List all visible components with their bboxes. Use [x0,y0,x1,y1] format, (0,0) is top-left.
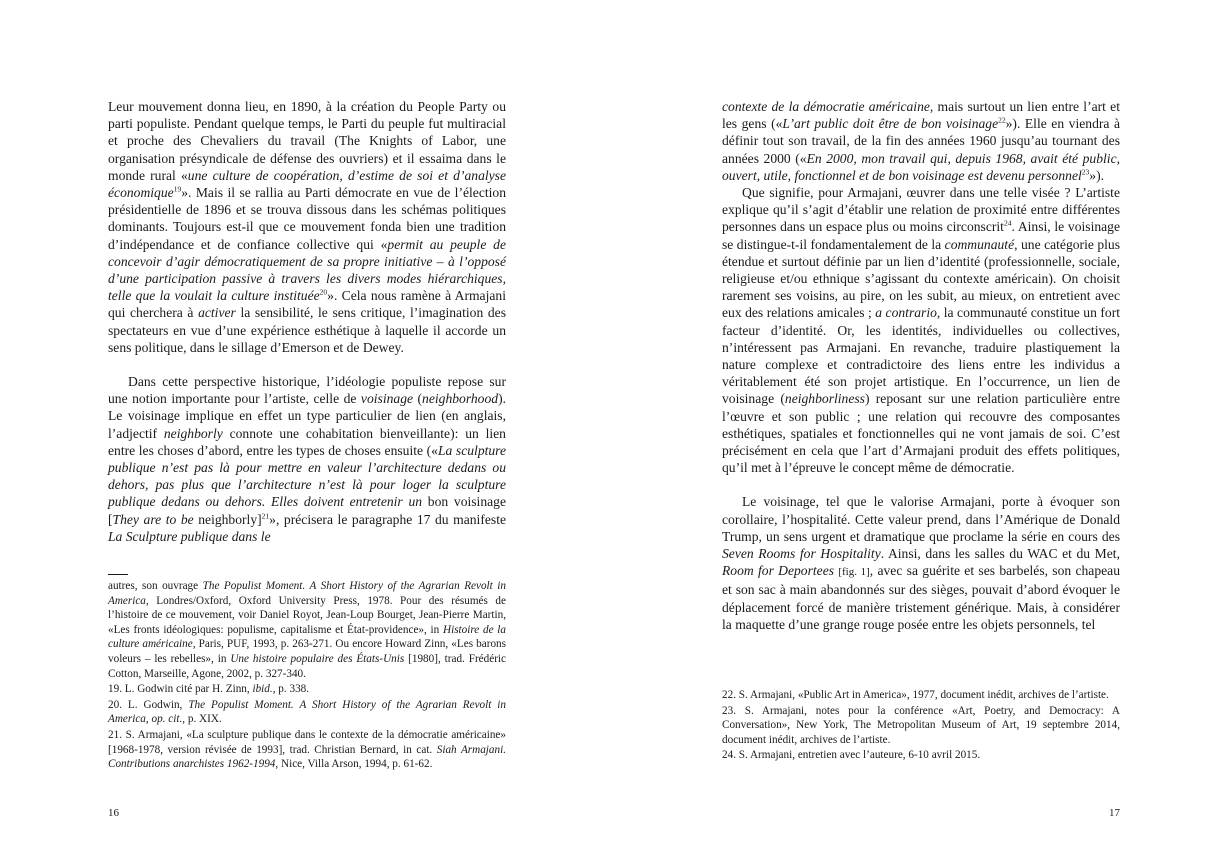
title-italic: ibid. [252,683,273,696]
text-run: neighborly] [198,511,262,527]
emphasis-italic: activer [198,305,236,321]
text-run: ». Cela nous ramène à Armajani qui cherchera à [108,288,506,321]
footnote-24: 24. S. Armajani, entretien avec l’auteure, 6-10 avril 2015. [722,749,981,762]
title-italic: Histoire de la culture américaine [108,623,507,651]
emphasis-italic: neighborliness [784,391,865,407]
footnote-rule [108,574,128,575]
footnote-ref-21: 21 [261,511,270,521]
title-italic: contexte de la démocratie américaine [722,99,930,114]
paragraph [722,493,1120,633]
text-run: , [145,713,149,726]
text-run: , Paris, PUF, 1993, p. 263-271. Ou encore Howard Zinn, «Les barons voleurs – les rebelles», in [108,638,506,665]
text-run: ( [417,391,423,407]
quote-italic: permit au peuple de concevoir d’agir démocratiquement de sa propre initiative – à l’opposé d’une participation passive à travers les divers modes hiérarchiques, telle que la voulait la culture instituée [108,236,506,304]
footnote-ref-20: 20 [319,287,328,297]
text-run: , p. 338. [272,683,310,696]
text-run: . Ainsi, le voisinage se distingue-t-il fondamentalement de la [722,219,1121,252]
text-run: ». Mais il se rallia au Parti démocrate en vue de l’élection présidentielle de 1896 et se trouva dissous dans les schémas politiques dominants. Toujours est-il que ce mouvement fonda bien une tradition d’indépendance et de confiance collective qui « [108,185,506,252]
text-run: bon voisinage [ [108,494,506,527]
figure-reference: [fig. 1] [838,566,870,579]
quote-italic: La sculpture publique n’est pas là pour mettre en valeur l’architecture dedans ou dehors, pas plus que l’architecture n’est là pour loger la sculpture publique dedans ou dehors. Elles doivent entretenir un [108,442,507,510]
text-run: 19. L. Godwin cité par H. Zinn, [108,683,250,696]
text-run: , la communauté constitue un fort facteur d’identité. Or, les identités, individuelles ou collectives, n’intéressent pas Armajani. En revanche, traduire plastiquement la nature complexe et contradictoire des liens entre les individus a véritablement été son projet artistique. En l’occurrence, un lien de voisinage ( [722,305,1120,407]
left-footnotes [108,574,506,773]
right-page [722,0,1120,866]
text-run: ). Le voisinage implique en effet un type particulier de lien (en anglais, l’adjectif [108,391,507,441]
title-italic: Siah Armajani. Contributions anarchistes 1962-1994 [108,743,507,771]
text-run: Leur mouvement donna lieu, en 1890, à la création du People Party ou parti populiste. Pendant quelque temps, le Parti du peuple fut multiracial et proche des Chevaliers du travail (The Knights of Labor, une organisation présyndicale de défense des ouvriers) et il essaima dans le monde rural « [108,99,506,183]
emphasis-italic: neighborhood [422,391,499,407]
right-body-text [722,98,1120,633]
text-run: connote une cohabitation bienveillante): un lien entre les choses d’abord, entre les types de choses ensuite (« [108,425,506,458]
quote-italic: une culture de coopération, d’estime de soi et d’analyse économique [108,167,506,201]
right-footnotes [722,688,1120,764]
text-run: , p. XIX. [182,713,222,726]
title-italic: The Populist Moment. A Short History of the Agrarian Revolt in America [108,698,506,726]
left-body-text [108,98,506,545]
page-number: 17 [1109,807,1120,819]
title-italic: op. cit. [151,713,183,726]
text-run: Que signifie, pour Armajani, œuvrer dans une telle visée ? L’artiste explique qu’il s’agit d’établir une relation de proximité entre différentes personnes dans un espace plus ou moins circonscrit [722,185,1120,235]
paragraph [108,373,506,545]
emphasis-italic: neighborly [163,425,223,441]
emphasis-italic: La Sculpture publique dans le [108,528,271,544]
text-run: , Nice, Villa Arson, 1994, p. 61-62. [275,758,433,771]
left-page [108,0,506,866]
text-run: Le voisinage, tel que le valorise Armajani, porte à évoquer son corollaire, l’hospitalité. Cette valeur prend, dans l’Amérique de Donald Trump, un sens urgent et dramatique que proclame la série en cours des [722,494,1120,544]
footnote-22: 22. S. Armajani, «Public Art in America», 1977, document inédit, archives de l’artiste. [722,689,1109,701]
text-run: autres, son ouvrage [108,580,199,592]
footnote-23: 23. S. Armajani, notes pour la conférence «Art, Poetry, and Democracy: A Conversation», New York, The Metropolitan Museum of Art, 19 septembre 2014, document inédit, archives de l’artiste. [722,704,1120,746]
text-run: , mais surtout un lien entre l’art et les gens (« [722,99,1120,132]
footnote-19 [108,682,506,697]
title-italic: Une histoire populaire des États-Unis [230,652,405,665]
title-italic: The Populist Moment. A Short History of the Agrarian Revolt in America [108,580,506,607]
text-run: la sensibilité, le sens critique, l’imagination des spectateurs en vue d’une expérience esthétique à laquelle il accorde un sens politique, dans le sillage d’Emerson et de Dewey. [108,305,506,355]
text-run: , avec sa guérite et ses barbelés, son chapeau et son sac à main abandonnés sur des sièges, pouvait d’abord évoquer le déplacement forcé de manière tristement générique. Mais, à considérer la maquette d’une grange rouge posée entre les objets personnels, tel [722,563,1120,632]
page-number: 16 [108,807,119,819]
text-run: Dans cette perspective historique, l’idéologie populiste repose sur une notion importante pour l’artiste, celle de [108,374,506,407]
footnote-20 [108,698,506,727]
footnote-18-continued [108,579,506,681]
text-run: »). Elle en viendra à définir tout son travail, de la fin des années 1960 jusqu’au tournant des années 2000 (« [722,116,1120,166]
title-italic: Room for Deportees [722,563,835,579]
emphasis-italic: communauté [944,236,1015,252]
text-run: 20. L. Godwin, [108,698,183,711]
emphasis-italic: They are to be [112,511,194,527]
text-run: », précisera le paragraphe 17 du manifeste [269,511,506,527]
footnote-ref-19: 19 [173,184,182,194]
footnote-ref-23: 23 [1081,167,1090,177]
footnote-ref-24: 24 [1003,218,1012,228]
quote-italic: L’art public doit être de bon voisinage [782,116,999,132]
text-run: 21. S. Armajani, «La sculpture publique dans le contexte de la démocratie américaine» [1968-1978, version révisée de 1993], trad. Christian Bernard, in cat. [108,728,506,756]
paragraph [108,98,506,356]
footnote-ref-22: 22 [998,115,1006,125]
text-run: ) reposant sur une relation particulière entre l’œuvre et son public ; une relation qui recouvre des composantes esthétiques, spatiales et fonctionnelles qui ne vont jamais de soi. C’est précisément en cela que l’art d’Armajani produit des effets politiques, qu’il met à l’épreuve le concept même de démocratie. [722,391,1120,476]
text-run: . Ainsi, dans les salles du WAC et du Met, [880,546,1120,562]
title-italic: Seven Rooms for Hospitality [722,546,881,562]
quote-italic: En 2000, mon travail qui, depuis 1968, avait été public, ouvert, utile, fonctionnel et de bon voisinage est devenu personnel [722,150,1120,183]
text-run: , Londres/Oxford, Oxford University Press, 1978. Pour des résumés de l’histoire de ce mouvement, voir Daniel Royot, Jean-Loup Bourget, Jean-Pierre Martin, «Les fronts idéologiques: populisme, capitalisme et État-providence», in [108,594,506,636]
paragraph [722,184,1120,476]
text-run: »). [1089,167,1104,183]
paragraph [722,98,1120,184]
text-run: , une catégorie plus étendue et surtout définie par un lien d’identité (professionnelle, sociale, religieuse et/ou ethnique s’agissant du contexte américain). On choisit rarement ses voisins, au pire, on les subit, au mieux, on entretient avec eux des relations amicales ; [722,236,1120,321]
footnote-21 [108,728,506,772]
emphasis-italic: voisinage [360,391,414,407]
text-run: [1980], trad. Frédéric Cotton, Marseille, Agone, 2002, p. 327-340. [108,652,507,680]
emphasis-italic: a contrario [875,305,937,321]
